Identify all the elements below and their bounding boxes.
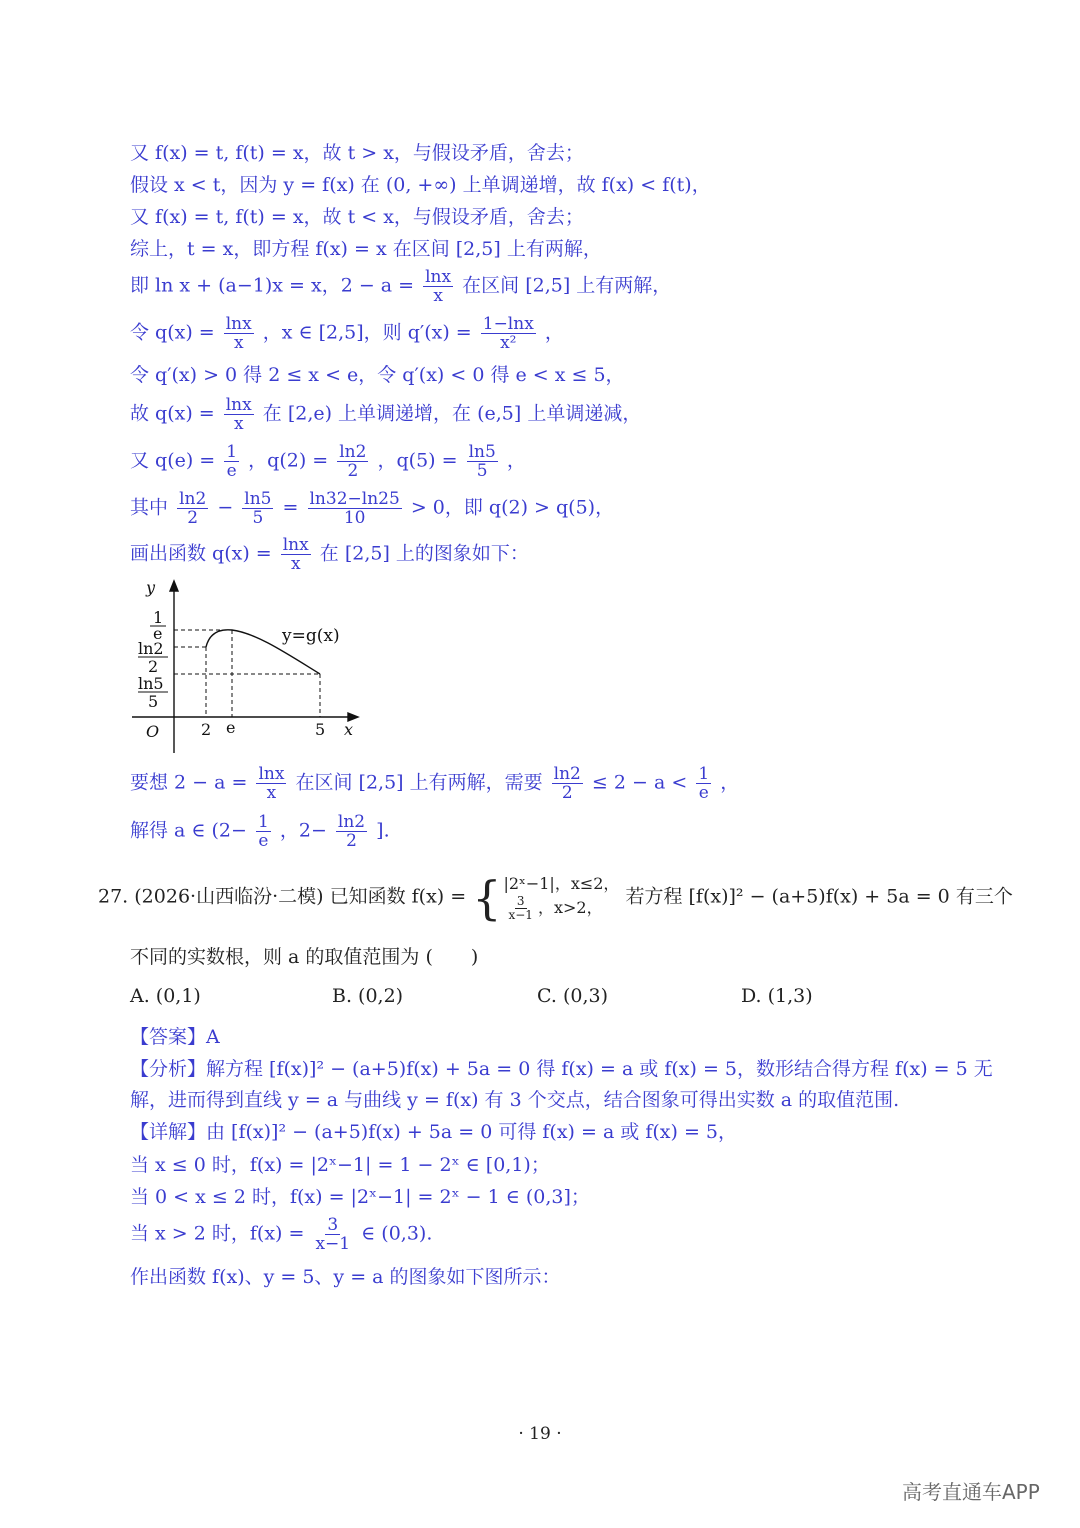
detail-line-1: 【详解】由 [f(x)]² − (a+5)f(x) + 5a = 0 可得 f(x) = a 或 f(x) = 5，: [130, 1121, 738, 1143]
solution-line-11: 画出函数 q(x) = $\frac{\ln x}{x}$ 在 [2,5] 上的图象如下：: [130, 535, 529, 574]
detail-line-5: 作出函数 f(x)、y = 5、y = a 的图象如下图所示：: [130, 1266, 561, 1288]
x-axis-label: x: [344, 720, 354, 739]
fraction: $\frac{\ln 2}{2}$: [553, 764, 581, 803]
solution-line-2: 假设 x < t，因为 y = f(x) 在 (0, +∞) 上单调递增，故 f(x) < f(t)，: [130, 174, 711, 196]
fraction: $\frac{\ln x}{x}$: [258, 764, 285, 803]
fraction: $\frac{\ln x}{x}$: [225, 314, 252, 353]
detail-line-3: 当 0 < x ≤ 2 时，f(x) = |2ˣ−1| = 2ˣ − 1 ∈ (0,3]；: [130, 1186, 590, 1208]
fraction: $\frac{3}{x-1}$: [315, 1215, 351, 1254]
question-27-line-1: 27. (2026·山西临汾·二模) 已知函数 f(x) = { |2ˣ−1|，x≤2， $\frac{3}{x-1}$ ，x>2， 若方程 [f(x)]² − (a+5)f(x) + 5a = 0 有三个: [98, 870, 1013, 925]
solution-line-10: 其中 $\frac{\ln 2}{2}$ − $\frac{\ln 5}{5}$ = $\frac{\ln 32-\ln 25}{10}$ > 0，即 q(2) > q(5)，: [130, 489, 615, 528]
solution-line-4: 综上，t = x，即方程 f(x) = x 在区间 [2,5] 上有两解，: [130, 238, 602, 260]
solution-line-6: 令 q(x) = $\frac{\ln x}{x}$ ，x ∈ [2,5]，则 q′(x) = $\frac{1-\ln x}{\text{x²}}$ ，: [130, 314, 564, 353]
solution-line-1: 又 f(x) = t, f(t) = x，故 t > x，与假设矛盾，舍去；: [130, 142, 584, 164]
solution-line-7: 令 q′(x) > 0 得 2 ≤ x < e，令 q′(x) < 0 得 e < x ≤ 5，: [130, 364, 625, 386]
y-label-1-num: 1: [153, 608, 164, 627]
option-d: D. (1,3): [741, 985, 813, 1007]
question-source: (2026·山西临汾·二模): [134, 885, 324, 908]
option-b: B. (0,2): [332, 985, 404, 1007]
option-a: A. (0,1): [130, 985, 201, 1007]
y-label-3-den: 5: [148, 692, 159, 711]
solution-line-5: 即 ln x + (a−1)x = x，2 − a = $\frac{\ln x}{x}$ 在区间 [2,5] 上有两解，: [130, 267, 672, 306]
fraction: $\frac{\ln 2}{2}$: [337, 812, 366, 851]
fraction: $\frac{\ln 5}{5}$: [468, 442, 496, 481]
analysis-line-1: 【分析】解方程 [f(x)]² − (a+5)f(x) + 5a = 0 得 f(x) = a 或 f(x) = 5，数形结合得方程 f(x) = 5 无: [130, 1058, 993, 1080]
fraction: $\frac{\ln x}{x}$: [425, 267, 452, 306]
answer: 【答案】A: [130, 1026, 220, 1048]
solution-line-13: 解得 a ∈ (2− $\frac{1}{e}$ ，2− $\frac{\ln 2}{2}$ ].: [130, 812, 390, 851]
fraction: $\frac{1}{e}$: [257, 812, 269, 851]
analysis-line-2: 解，进而得到直线 y = a 与曲线 y = f(x) 有 3 个交点，结合图象可得出实数 a 的取值范围.: [130, 1089, 900, 1111]
y-label-2-num: ln2: [138, 639, 164, 658]
fraction: $\frac{1-\ln x}{\text{x²}}$: [482, 314, 534, 353]
fraction: $\frac{\ln 2}{2}$: [339, 442, 367, 481]
option-c: C. (0,3): [537, 985, 608, 1007]
detail-line-4: 当 x > 2 时，f(x) = $\frac{3}{x-1}$ ∈ (0,3).: [130, 1215, 433, 1254]
fraction: $\frac{\ln 32-\ln 25}{10}$: [309, 489, 400, 528]
watermark: 高考直通车APP: [902, 1480, 1040, 1504]
solution-line-3: 又 f(x) = t, f(t) = x，故 t < x，与假设矛盾，舍去；: [130, 206, 584, 228]
fraction: $\frac{\ln 2}{2}$: [179, 489, 207, 528]
fraction: $\frac{1}{e}$: [698, 764, 710, 803]
y-label-1-den: e: [153, 624, 163, 643]
fraction: $\frac{\ln 5}{5}$: [244, 489, 272, 528]
solution-line-8: 故 q(x) = $\frac{\ln x}{x}$ 在 [2,e) 上单调递增，在 (e,5] 上单调递减，: [130, 395, 642, 434]
x-tick-e: e: [226, 718, 236, 737]
y-label-2-den: 2: [148, 657, 159, 676]
solution-line-9: 又 q(e) = $\frac{1}{e}$ ，q(2) = $\frac{\ln 2}{2}$ ，q(5) = $\frac{\ln 5}{5}$ ，: [130, 442, 526, 481]
x-tick-5: 5: [315, 720, 326, 739]
y-label-3-num: ln5: [138, 674, 164, 693]
curve-label: y=g(x): [282, 626, 340, 646]
fraction: $\frac{1}{e}$: [226, 442, 238, 481]
y-axis-arrow: [170, 581, 178, 591]
question-number: 27.: [98, 885, 129, 908]
function-graph: [126, 575, 366, 757]
x-tick-2: 2: [201, 720, 212, 739]
question-27-line-2: 不同的实数根，则 a 的取值范围为 ( ): [130, 946, 479, 968]
fraction: $\frac{\ln x}{x}$: [282, 535, 309, 574]
page-number: · 19 ·: [518, 1424, 562, 1444]
piecewise-function: { |2ˣ−1|，x≤2， $\frac{3}{x-1}$ ，x>2，: [472, 870, 620, 925]
solution-line-12: 要想 2 − a = $\frac{\ln x}{x}$ 在区间 [2,5] 上有两解，需要 $\frac{\ln 2}{2}$ ≤ 2 − a < $\frac{1}{e}$ ，: [130, 764, 740, 803]
y-axis-label: y: [146, 578, 156, 597]
origin-label: O: [146, 722, 160, 741]
detail-line-2: 当 x ≤ 0 时，f(x) = |2ˣ−1| = 1 − 2ˣ ∈ [0,1)；: [130, 1154, 550, 1176]
fraction: $\frac{\ln x}{x}$: [225, 395, 252, 434]
